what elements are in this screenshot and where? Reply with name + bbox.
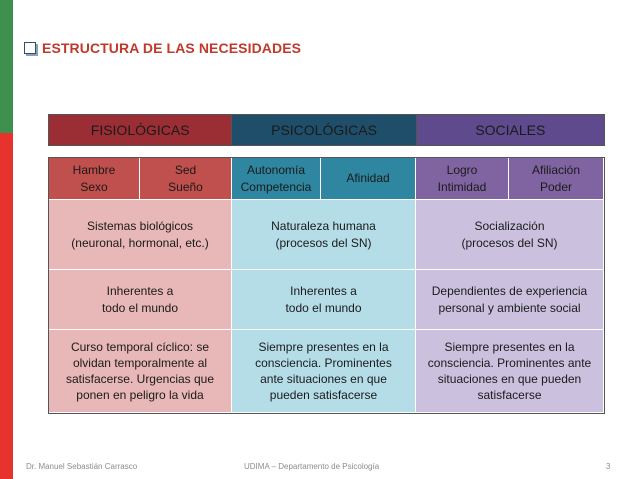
category-header-row [48,114,605,146]
subheader-autonomia-competencia: Autonomía Competencia [232,158,321,200]
slide-title [24,40,301,56]
left-accent-red [0,133,13,479]
slide-title-text: ESTRUCTURA DE LAS NECESIDADES [42,40,302,56]
subheader-afinidad: Afinidad [321,158,416,200]
cell-origin-psicologicas: Naturaleza humana (procesos del SN) [232,200,416,270]
footer-page-number: 3 [606,462,611,471]
subheader-hambre-sexo: Hambre Sexo [49,158,140,200]
footer-institution: UDIMA – Departamento de Psicología [244,462,380,471]
cell-universality-sociales: Dependientes de experiencia personal y ambiente social [416,270,604,330]
header-psicologicas: PSICOLÓGICAS [232,115,416,145]
checkbox-icon [24,42,36,54]
cell-course-psicologicas: Siempre presentes en la consciencia. Prominentes ante situaciones en que pueden satisfacerse [232,330,416,413]
subheader-logro-intimidad: Logro Intimidad [416,158,509,200]
cell-universality-psicologicas: Inherentes a todo el mundo [232,270,416,330]
cell-course-fisiologicas: Curso temporal cíclico: se olvidan temporalmente al satisfacerse. Urgencias que ponen en peligro la vida [49,330,232,413]
cell-origin-fisiologicas: Sistemas biológicos (neuronal, hormonal, etc.) [49,200,232,270]
cell-course-sociales: Siempre presentes en la consciencia. Prominentes ante situaciones en que pueden satisfacerse [416,330,604,413]
footer-author: Dr. Manuel Sebastián Carrasco [26,462,138,471]
cell-universality-fisiologicas: Inherentes a todo el mundo [49,270,232,330]
subheader-afiliacion-poder: Afiliación Poder [509,158,604,200]
subheader-sed-sueno: Sed Sueño [140,158,232,200]
needs-table [48,157,605,414]
header-fisiologicas: FISIOLÓGICAS [49,115,232,145]
header-sociales: SOCIALES [417,115,604,145]
cell-origin-sociales: Socialización (procesos del SN) [416,200,604,270]
left-accent-green [0,0,13,133]
